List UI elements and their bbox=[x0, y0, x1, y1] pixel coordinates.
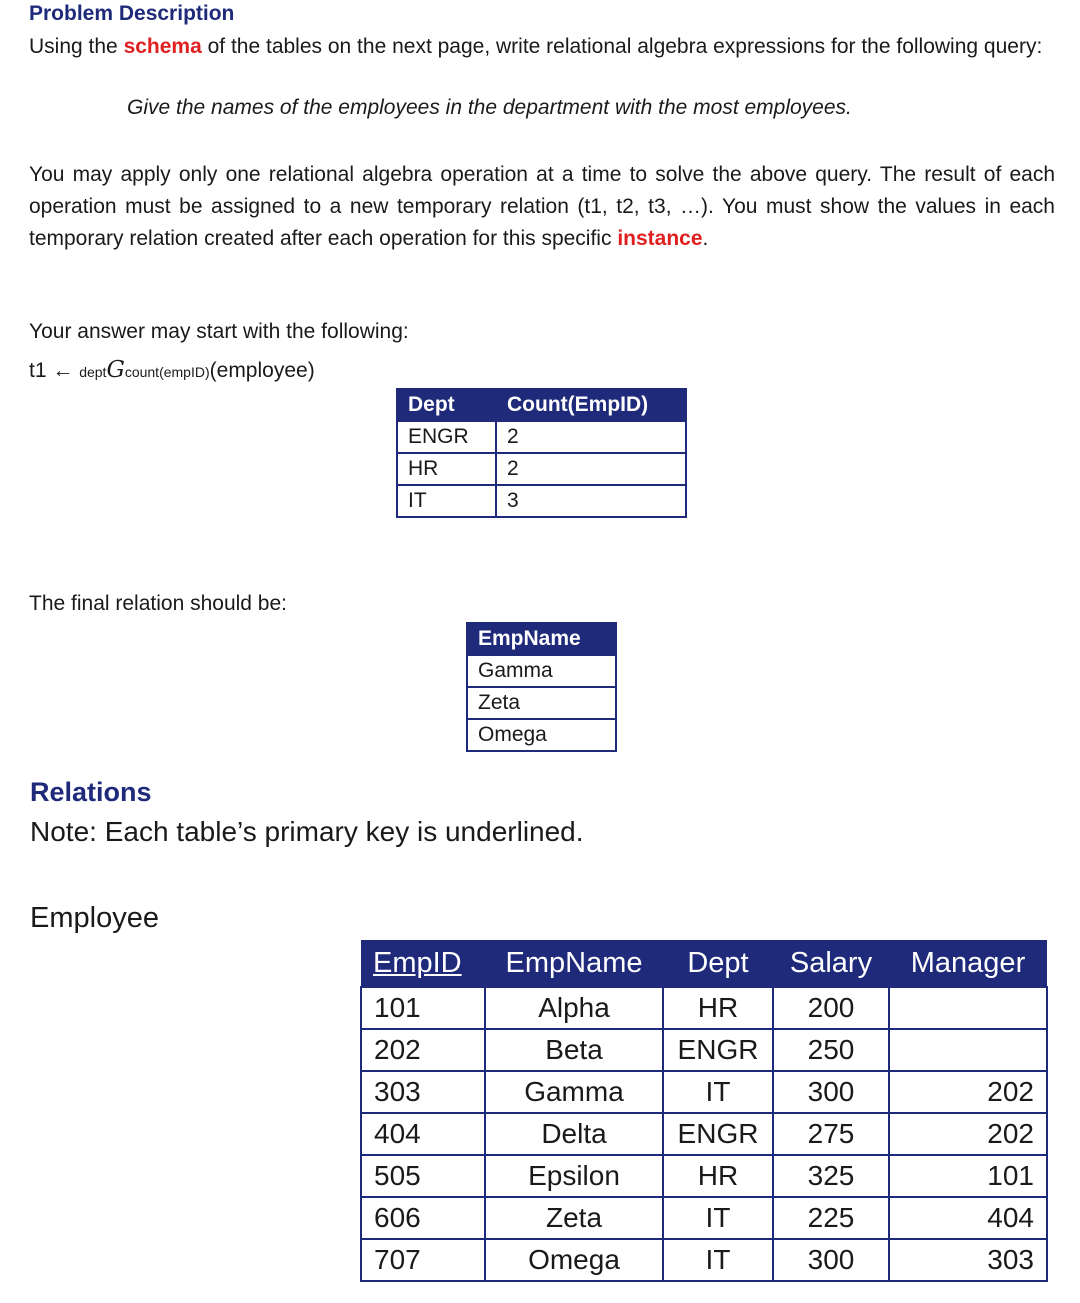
table-cell: 2 bbox=[496, 421, 686, 453]
table-cell: 404 bbox=[889, 1197, 1047, 1239]
table-row bbox=[361, 1155, 1047, 1197]
table-cell: 303 bbox=[889, 1239, 1047, 1281]
table-cell: Beta bbox=[485, 1029, 663, 1071]
instance-link: instance bbox=[617, 227, 703, 250]
formula: t1 ← deptGcount(empID)(employee) bbox=[29, 357, 315, 383]
table-cell: HR bbox=[663, 987, 773, 1029]
table-cell: Gamma bbox=[485, 1071, 663, 1113]
table-row bbox=[467, 687, 616, 719]
table-row bbox=[397, 421, 686, 453]
table-cell: Zeta bbox=[485, 1197, 663, 1239]
table-cell: Zeta bbox=[467, 687, 616, 719]
table-row bbox=[397, 485, 686, 517]
table-cell bbox=[889, 987, 1047, 1029]
column-header-empid: EmpID bbox=[361, 940, 485, 987]
table-cell: Delta bbox=[485, 1113, 663, 1155]
table-cell: ENGR bbox=[663, 1029, 773, 1071]
table-cell: Omega bbox=[485, 1239, 663, 1281]
table-cell: 101 bbox=[361, 987, 485, 1029]
table-row bbox=[361, 1197, 1047, 1239]
table-cell: IT bbox=[397, 485, 496, 517]
schema-link: schema bbox=[123, 35, 202, 58]
table-cell: 303 bbox=[361, 1071, 485, 1113]
table-row bbox=[361, 1113, 1047, 1155]
employee-label: Employee bbox=[30, 902, 159, 934]
column-header-dept: Dept bbox=[663, 940, 773, 987]
table-row bbox=[361, 1071, 1047, 1113]
table-header-row bbox=[397, 389, 686, 421]
table-cell: IT bbox=[663, 1197, 773, 1239]
table-cell: 202 bbox=[889, 1113, 1047, 1155]
table-cell: ENGR bbox=[397, 421, 496, 453]
table-cell bbox=[889, 1029, 1047, 1071]
column-header: EmpName bbox=[467, 623, 616, 655]
column-header-manager: Manager bbox=[889, 940, 1047, 987]
table-row bbox=[361, 1239, 1047, 1281]
start-hint: Your answer may start with the following: bbox=[29, 320, 409, 343]
employee-table bbox=[360, 940, 1048, 1282]
table-row bbox=[397, 453, 686, 485]
table-row bbox=[467, 719, 616, 751]
instructions-paragraph: You may apply only one relational algebra operation at a time to solve the above query. The result of each operation must be assigned to a new temporary relation (t1, t2, t3, …). You must show the values in each temporary relation created after each operation for this specific instance. bbox=[29, 163, 1055, 250]
table-cell: 275 bbox=[773, 1113, 889, 1155]
table-cell: 250 bbox=[773, 1029, 889, 1071]
table-cell: Gamma bbox=[467, 655, 616, 687]
query-text: Give the names of the employees in the department with the most employees. bbox=[127, 96, 852, 119]
table-row bbox=[361, 987, 1047, 1029]
final-table bbox=[466, 622, 617, 752]
table-cell: 200 bbox=[773, 987, 889, 1029]
table-cell: 707 bbox=[361, 1239, 485, 1281]
table-cell: 606 bbox=[361, 1197, 485, 1239]
table-cell: 202 bbox=[889, 1071, 1047, 1113]
table-cell: 300 bbox=[773, 1071, 889, 1113]
table-cell: 300 bbox=[773, 1239, 889, 1281]
note-text: Note: Each table’s primary key is underlined. bbox=[30, 816, 584, 847]
table-cell: IT bbox=[663, 1071, 773, 1113]
arrow-icon: ← bbox=[52, 359, 74, 382]
table-cell: 325 bbox=[773, 1155, 889, 1197]
table-cell: Omega bbox=[467, 719, 616, 751]
table-header-row bbox=[361, 940, 1047, 987]
table-row bbox=[361, 1029, 1047, 1071]
table-cell: HR bbox=[397, 453, 496, 485]
table-cell: ENGR bbox=[663, 1113, 773, 1155]
table-row bbox=[467, 655, 616, 687]
problem-title: Problem Description bbox=[29, 2, 235, 25]
table-header-row bbox=[467, 623, 616, 655]
t1-table bbox=[396, 388, 687, 518]
final-hint: The final relation should be: bbox=[29, 592, 287, 615]
table-cell: Epsilon bbox=[485, 1155, 663, 1197]
relations-title: Relations bbox=[30, 777, 152, 807]
table-cell: 225 bbox=[773, 1197, 889, 1239]
table-cell: Alpha bbox=[485, 987, 663, 1029]
column-header: Count(EmpID) bbox=[496, 389, 686, 421]
table-cell: 2 bbox=[496, 453, 686, 485]
column-header-salary: Salary bbox=[773, 940, 889, 987]
table-cell: 404 bbox=[361, 1113, 485, 1155]
table-cell: 202 bbox=[361, 1029, 485, 1071]
column-header: Dept bbox=[397, 389, 496, 421]
table-cell: 3 bbox=[496, 485, 686, 517]
table-cell: 505 bbox=[361, 1155, 485, 1197]
intro-paragraph: Using the schema of the tables on the next page, write relational algebra expressions for the following query: bbox=[29, 35, 1043, 58]
table-cell: 101 bbox=[889, 1155, 1047, 1197]
table-cell: HR bbox=[663, 1155, 773, 1197]
column-header-empname: EmpName bbox=[485, 940, 663, 987]
table-cell: IT bbox=[663, 1239, 773, 1281]
